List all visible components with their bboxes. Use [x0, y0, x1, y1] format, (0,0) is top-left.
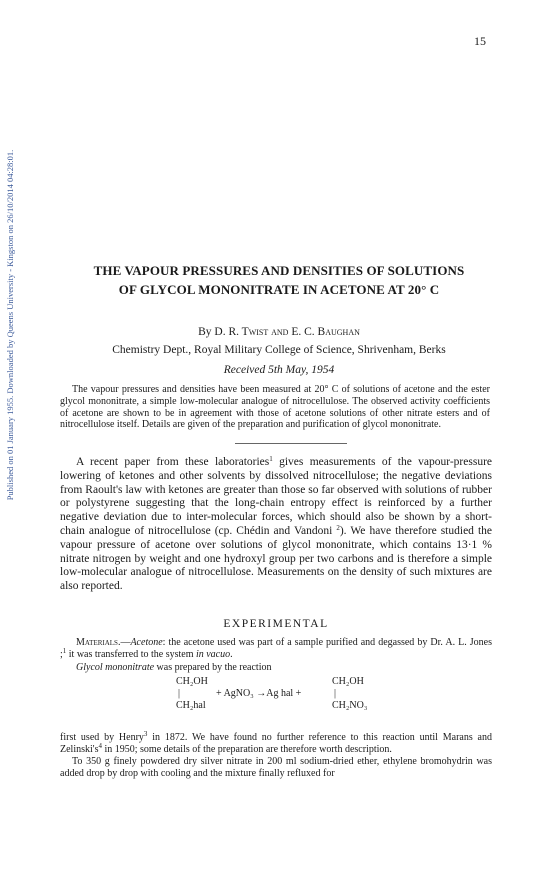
article-title	[50, 261, 508, 299]
product-bottom: CH₂NO₃	[332, 700, 368, 711]
author-and: and	[271, 326, 289, 338]
product-bond: |	[334, 688, 337, 699]
intro-text-3: ). We have therefore studied the vapour pressure of acetone over solutions of glycol mononitrate, which contains 13·1 % nitrate nitrogen by weight and one hydroxyl group per two carbons and is therefore a simple low-molecular analogue of nitrocellulose. Measurements on the density of such mixtures are also reported.	[60, 524, 493, 593]
title-line-2: OF GLYCOL MONONITRATE IN ACETONE AT 20° C	[118, 282, 440, 297]
history-ref-a: 3	[143, 730, 148, 738]
intro-ref-1: 1	[269, 455, 273, 463]
history-text-a: first used by Henry	[60, 732, 144, 743]
section-divider	[235, 443, 347, 444]
page-number: 15	[474, 34, 486, 48]
materials-term: Acetone	[130, 637, 163, 648]
preparation-paragraph: To 350 g finely powdered dry silver nitrate in 200 ml sodium-dried ether, ethylene bromohydrin was added drop by drop with cooling and the mixture finally refluxed for	[60, 756, 492, 779]
intro-text-2: gives measurements of the vapour-pressure lowering of ketones and other solvents by dissolved nitrocellulose; the negative deviations from Raoult's law with ketones are greater than those so far observed with solutions of rubber or polystyrene suggesting that the long-chain entropy effect is reinforced by a further negative deviation due to inter-molecular forces, which should also be shown by a short-chain analogue of nitrocellulose (cp. Chédin and Vandoni	[60, 456, 492, 537]
materials-text-a: : the acetone used was part of a sample purified and degassed by Dr. A. L. Jones ;	[60, 637, 492, 660]
download-watermark[interactable]	[2, 100, 18, 550]
reaction-equation	[150, 676, 450, 724]
materials-end: .	[230, 649, 233, 660]
title-line-1: THE VAPOUR PRESSURES AND DENSITIES OF SOLUTIONS	[93, 263, 465, 278]
intro-text-1: A recent paper from these laboratories	[76, 456, 270, 468]
in-vacuo: in vacuo	[195, 649, 231, 660]
affiliation: Chemistry Dept., Royal Military College of Science, Shrivenham, Berks	[112, 344, 446, 356]
history-text-c: in 1950; some details of the preparation are therefore worth description.	[101, 744, 392, 755]
author-baughan: E. C. Baughan	[291, 326, 360, 338]
glycol-term: Glycol mononitrate	[76, 662, 155, 673]
intro-ref-2: 2	[336, 523, 340, 532]
materials-text-b: it was transferred to the system	[66, 649, 196, 660]
reaction-middle: + AgNO₃ →Ag hal +	[216, 688, 302, 699]
reactant-bottom: CH₂hal	[176, 700, 206, 711]
materials-paragraph	[60, 637, 492, 661]
preparation-section	[60, 732, 492, 780]
by-label: By	[198, 326, 212, 338]
materials-label: Materials.—	[76, 637, 131, 648]
abstract: The vapour pressures and densities have been measured at 20° C of solutions of acetone and the ester glycol mononitrate, a simple low-molecular analogue of nitrocellulose. The observed activity coefficients of acetone are shown to be in agreement with those of acetone solutions of other nitrate esters and of nitrocellulose itself. Details are given of the preparation and purification of glycol mononitrate.	[60, 384, 490, 431]
glycol-intro	[76, 662, 492, 673]
section-heading-experimental: EXPERIMENTAL	[223, 618, 329, 630]
author-line	[50, 326, 508, 338]
reactant-bond: |	[178, 688, 181, 699]
materials-ref: 1	[62, 647, 67, 655]
download-watermark-text: Published on 01 January 1955. Downloaded by Queens University - Kingston on 26/10/2014 04:28:01.	[5, 149, 15, 501]
history-ref-b: 4	[98, 742, 102, 750]
history-paragraph	[60, 732, 492, 756]
history-text-b: in 1872. We have found no further reference to this reaction until Marans and Zelinski's	[60, 732, 492, 755]
reactant-top: CH₂OH	[176, 676, 208, 687]
introduction-paragraph	[60, 456, 492, 594]
author-twist: D. R. Twist	[214, 326, 269, 338]
glycol-text: was prepared by the reaction	[154, 662, 272, 673]
received-date: Received 5th May, 1954	[223, 364, 335, 376]
product-top: CH₂OH	[332, 676, 364, 687]
